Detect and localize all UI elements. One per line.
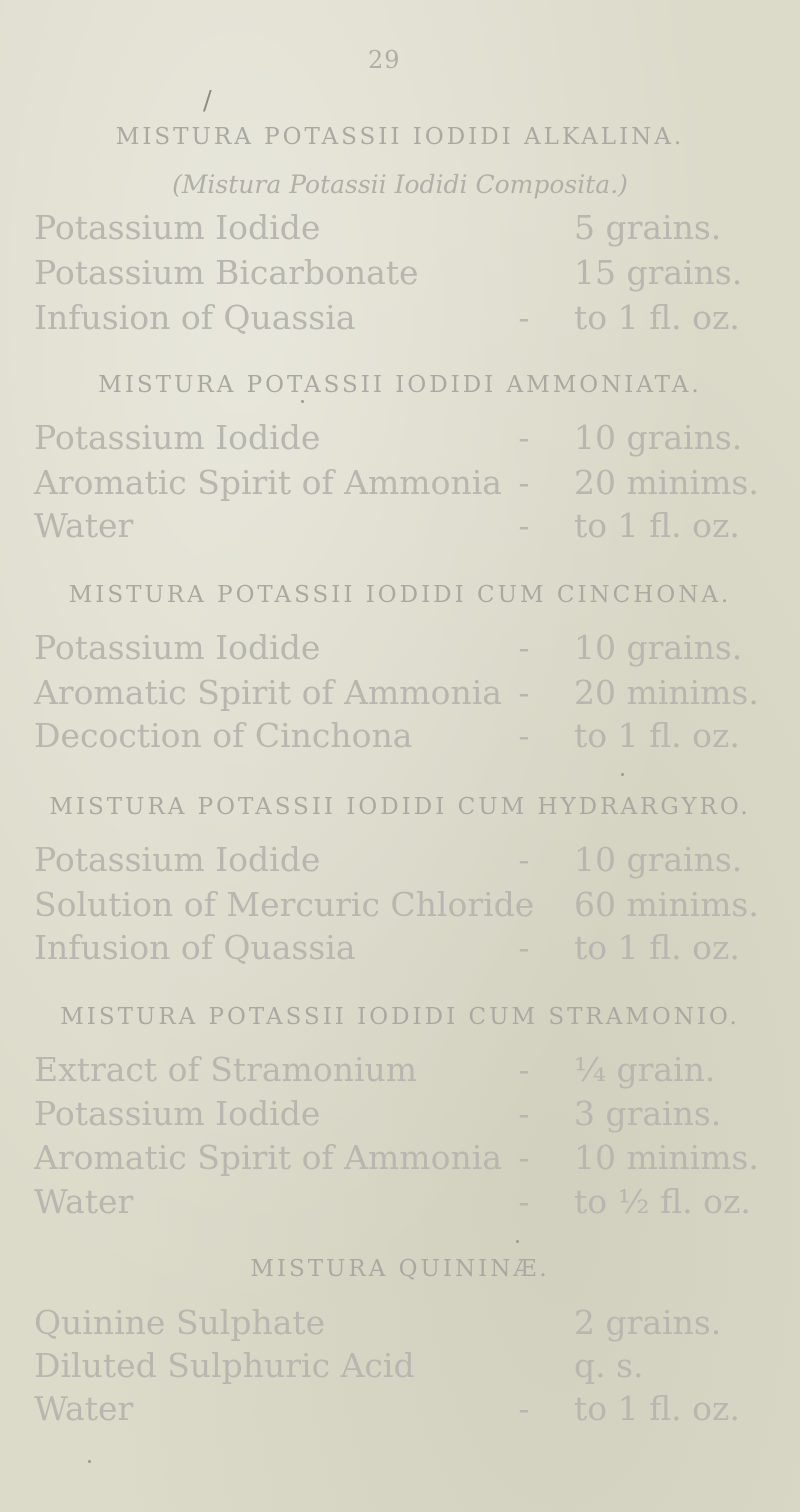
ingredient-dash: -: [518, 463, 530, 502]
ingredient-row: [34, 716, 774, 760]
ingredient-row: [34, 1346, 774, 1390]
ingredient-quantity: to 1 fl. oz.: [574, 298, 740, 337]
ingredient-quantity: 60 minims.: [574, 885, 759, 924]
recipe-title: MISTURA POTASSII IODIDI CUM CINCHONA.: [68, 582, 732, 608]
ingredient-quantity: to ½ fl. oz.: [574, 1182, 751, 1221]
ingredient-dash: -: [518, 716, 530, 755]
ingredient-dash: -: [518, 1138, 530, 1177]
ingredient-quantity: q. s.: [574, 1346, 644, 1385]
ingredient-quantity: to 1 fl. oz.: [574, 928, 740, 967]
ingredient-quantity: ¼ grain.: [574, 1050, 716, 1089]
ingredient-dash: -: [518, 1182, 530, 1221]
ingredient-name: Extract of Stramonium: [34, 1050, 418, 1089]
ingredient-quantity: 5 grains.: [574, 208, 722, 247]
ingredient-row: [34, 208, 774, 252]
ingredient-row: [34, 506, 774, 550]
paper-speck: [621, 773, 624, 776]
ingredient-name: Potassium Bicarbonate: [34, 253, 419, 292]
paper-speck: [88, 1460, 91, 1463]
ingredient-name: Diluted Sulphuric Acid: [34, 1346, 415, 1385]
ingredient-name: Potassium Iodide: [34, 628, 321, 667]
ingredient-dash: -: [518, 418, 530, 457]
ingredient-quantity: 20 minims.: [574, 463, 759, 502]
ingredient-row: [34, 1050, 774, 1094]
recipe-subtitle: (Mistura Potassii Iodidi Composita.): [172, 170, 628, 199]
ingredient-row: [34, 1182, 774, 1226]
ingredient-dash: -: [518, 928, 530, 967]
ingredient-dash: -: [518, 840, 530, 879]
ingredient-row: [34, 1303, 774, 1347]
recipe-title: MISTURA POTASSII IODIDI ALKALINA.: [115, 124, 685, 150]
ingredient-name: Aromatic Spirit of Ammonia: [34, 1138, 502, 1177]
ingredient-row: [34, 463, 774, 507]
paper-speck: [301, 400, 304, 403]
ingredient-row: [34, 298, 774, 342]
ingredient-name: Potassium Iodide: [34, 418, 321, 457]
ingredient-name: Water: [34, 506, 134, 545]
ingredient-quantity: to 1 fl. oz.: [574, 506, 740, 545]
recipe-title: MISTURA QUININÆ.: [250, 1256, 550, 1282]
ingredient-dash: -: [518, 628, 530, 667]
ingredient-quantity: 10 grains.: [574, 628, 743, 667]
ingredient-row: [34, 928, 774, 972]
ingredient-quantity: 3 grains.: [574, 1094, 722, 1133]
ingredient-name: Potassium Iodide: [34, 208, 321, 247]
ingredient-quantity: 15 grains.: [574, 253, 743, 292]
ingredient-row: [34, 1138, 774, 1182]
ingredient-name: Infusion of Quassia: [34, 298, 356, 337]
ingredient-quantity: 10 grains.: [574, 418, 743, 457]
ingredient-row: [34, 1094, 774, 1138]
recipe-title: MISTURA POTASSII IODIDI CUM STRAMONIO.: [60, 1004, 740, 1030]
ingredient-quantity: to 1 fl. oz.: [574, 716, 740, 755]
ingredient-name: Potassium Iodide: [34, 840, 321, 879]
ingredient-row: [34, 1389, 774, 1433]
ingredient-row: [34, 418, 774, 462]
ingredient-name: Aromatic Spirit of Ammonia: [34, 463, 502, 502]
ingredient-dash: -: [518, 506, 530, 545]
ingredient-dash: -: [518, 1094, 530, 1133]
ingredient-name: Solution of Mercuric Chloride: [34, 885, 535, 924]
ingredient-quantity: 10 grains.: [574, 840, 743, 879]
ingredient-name: Quinine Sulphate: [34, 1303, 326, 1342]
ingredient-row: [34, 673, 774, 717]
ingredient-quantity: 20 minims.: [574, 673, 759, 712]
page-number: 29: [368, 46, 401, 74]
ingredient-row: [34, 253, 774, 297]
ingredient-name: Water: [34, 1389, 134, 1428]
ingredient-name: Aromatic Spirit of Ammonia: [34, 673, 502, 712]
ingredient-quantity: 10 minims.: [574, 1138, 759, 1177]
recipe-title: MISTURA POTASSII IODIDI AMMONIATA.: [98, 372, 702, 398]
ingredient-row: [34, 628, 774, 672]
ingredient-name: Water: [34, 1182, 134, 1221]
ingredient-name: Decoction of Cinchona: [34, 716, 413, 755]
pencil-tick-mark: /: [203, 86, 212, 116]
ingredient-row: [34, 885, 774, 929]
ingredient-dash: -: [518, 673, 530, 712]
ingredient-name: Potassium Iodide: [34, 1094, 321, 1133]
ingredient-dash: -: [518, 1389, 530, 1428]
ingredient-quantity: 2 grains.: [574, 1303, 722, 1342]
ingredient-quantity: to 1 fl. oz.: [574, 1389, 740, 1428]
ingredient-name: Infusion of Quassia: [34, 928, 356, 967]
recipe-title: MISTURA POTASSII IODIDI CUM HYDRARGYRO.: [49, 794, 751, 820]
ingredient-row: [34, 840, 774, 884]
ingredient-dash: -: [518, 1050, 530, 1089]
ingredient-dash: -: [518, 298, 530, 337]
paper-speck: [516, 1240, 519, 1243]
